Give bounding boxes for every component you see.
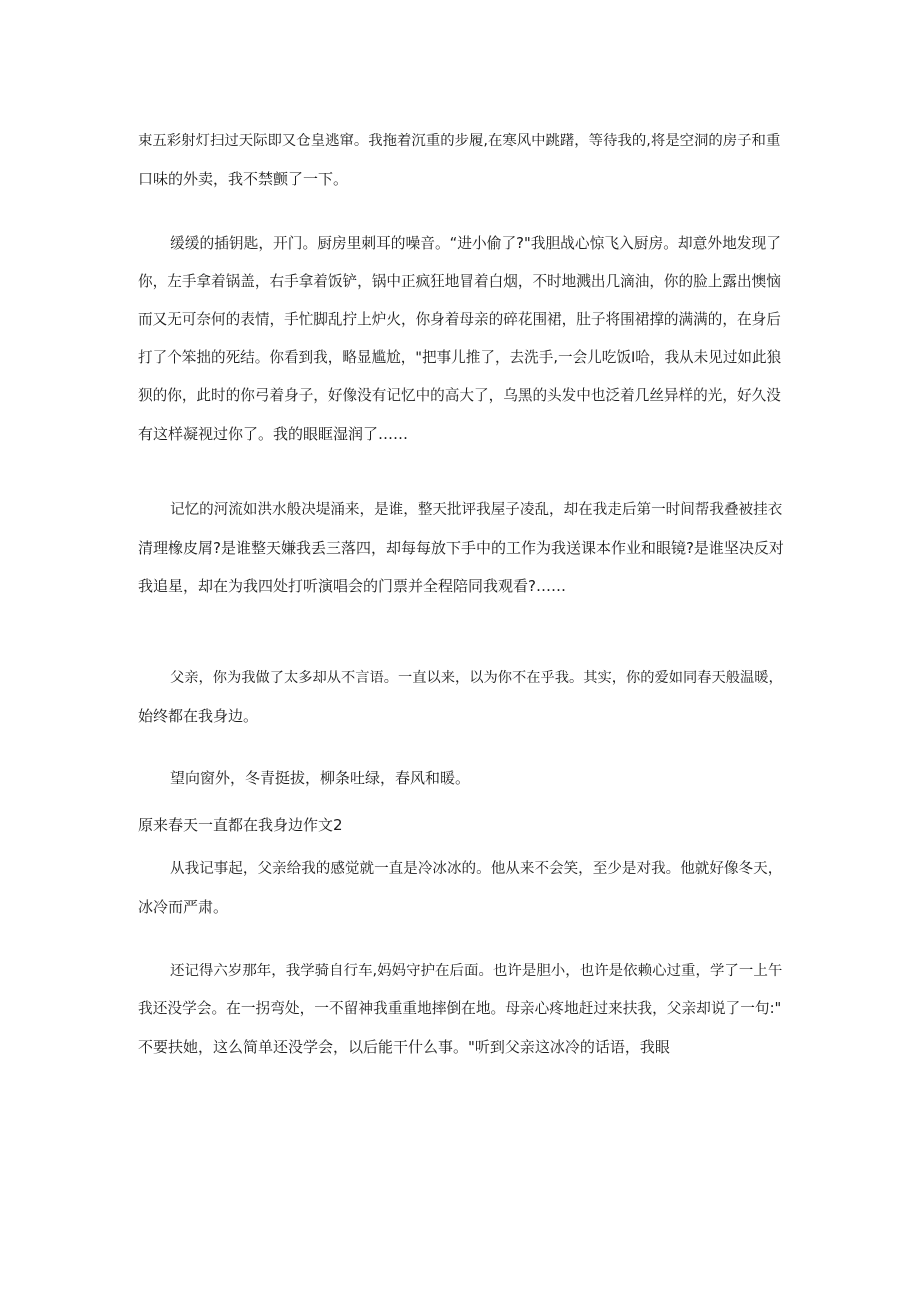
text-line: 缓缓的插钥匙，开门。厨房里刺耳的噪音。“进小偷了?"我胆战心惊飞入厨房。却意外地发现了 bbox=[170, 235, 781, 252]
text-line: 记忆的河流如洪水般决堤涌来，是谁，整天批评我屋子凌乱，却在我走后第一时间帮我叠被挂衣 bbox=[170, 501, 783, 518]
paragraph-6 bbox=[138, 850, 788, 926]
text-line: 从我记事起，父亲给我的感觉就一直是冷冰冰的。他从来不会笑，至少是对我。他就好像冬天， bbox=[170, 860, 783, 877]
text-line: 冰冷而严肃。 bbox=[138, 898, 229, 916]
text-line: 而又无可奈何的表情，手忙脚乱拧上炉火，你身着母亲的碎花围裙，肚子将围裙撑的满满的，在身后 bbox=[138, 311, 781, 328]
text-line: 口味的外卖，我不禁颤了一下。 bbox=[138, 170, 349, 188]
text-line: 清理橡皮屑?是谁整天嫌我丢三落四，却每每放下手中的工作为我送课本作业和眼镜?是谁坚决反对 bbox=[138, 539, 784, 557]
text-line: 父亲，你为我做了太多却从不言语。一直以来，以为你不在乎我。其实，你的爱如同春天般温暖， bbox=[170, 670, 783, 686]
section-heading bbox=[138, 806, 788, 844]
text-line: 我还没学会。在一拐弯处，一不留神我重重地摔倒在地。母亲心疼地赶过来扶我，父亲却说了一句:" bbox=[138, 1000, 782, 1017]
text-line: 你，左手拿着锅盖，右手拿着饭铲，锅中正疯狂地冒着白烟，不时地溅出几滴油，你的脸上露出懊恼 bbox=[138, 273, 781, 290]
text-line: 打了个笨拙的死结。你看到我，略显尴尬，"把事儿推了，去洗手,一会儿吃饭I哈，我从未见过如此狼 bbox=[138, 349, 782, 366]
text-line: 望向窗外，冬青挺拔，柳条吐绿，春风和暖。 bbox=[170, 769, 471, 787]
paragraph-2 bbox=[138, 225, 788, 453]
paragraph-3 bbox=[138, 491, 788, 605]
paragraph-7 bbox=[138, 952, 788, 1066]
paragraph-5 bbox=[138, 759, 788, 797]
text-line: 有这样凝视过你了。我的眼眶湿润了…… bbox=[138, 425, 409, 443]
heading-text: 原来春天一直都在我身边作文2 bbox=[138, 816, 343, 834]
text-line: 束五彩射灯扫过天际即又仓皇逃窜。我拖着沉重的步履,在寒风中跳躇，等待我的,将是空洞的房子和重 bbox=[138, 133, 781, 149]
text-line: 我追星，却在为我四处打听演唱会的门票并全程陪同我观看?…… bbox=[138, 577, 566, 595]
text-line: 始终都在我身边。 bbox=[138, 707, 259, 725]
text-line: 狈的你，此时的你弓着身子，好像没有记忆中的高大了，乌黑的头发中也泛着几丝异样的光，好久没 bbox=[138, 387, 781, 404]
paragraph-1 bbox=[138, 122, 788, 198]
paragraph-4 bbox=[138, 659, 788, 735]
text-line: 还记得六岁那年，我学骑自行车,妈妈守护在后面。也许是胆小，也许是依赖心过重，学了一上午 bbox=[170, 963, 783, 979]
text-line: 不要扶她，这么简单还没学会，以后能干什么事。"听到父亲这冰冷的话语，我眼 bbox=[138, 1038, 670, 1056]
